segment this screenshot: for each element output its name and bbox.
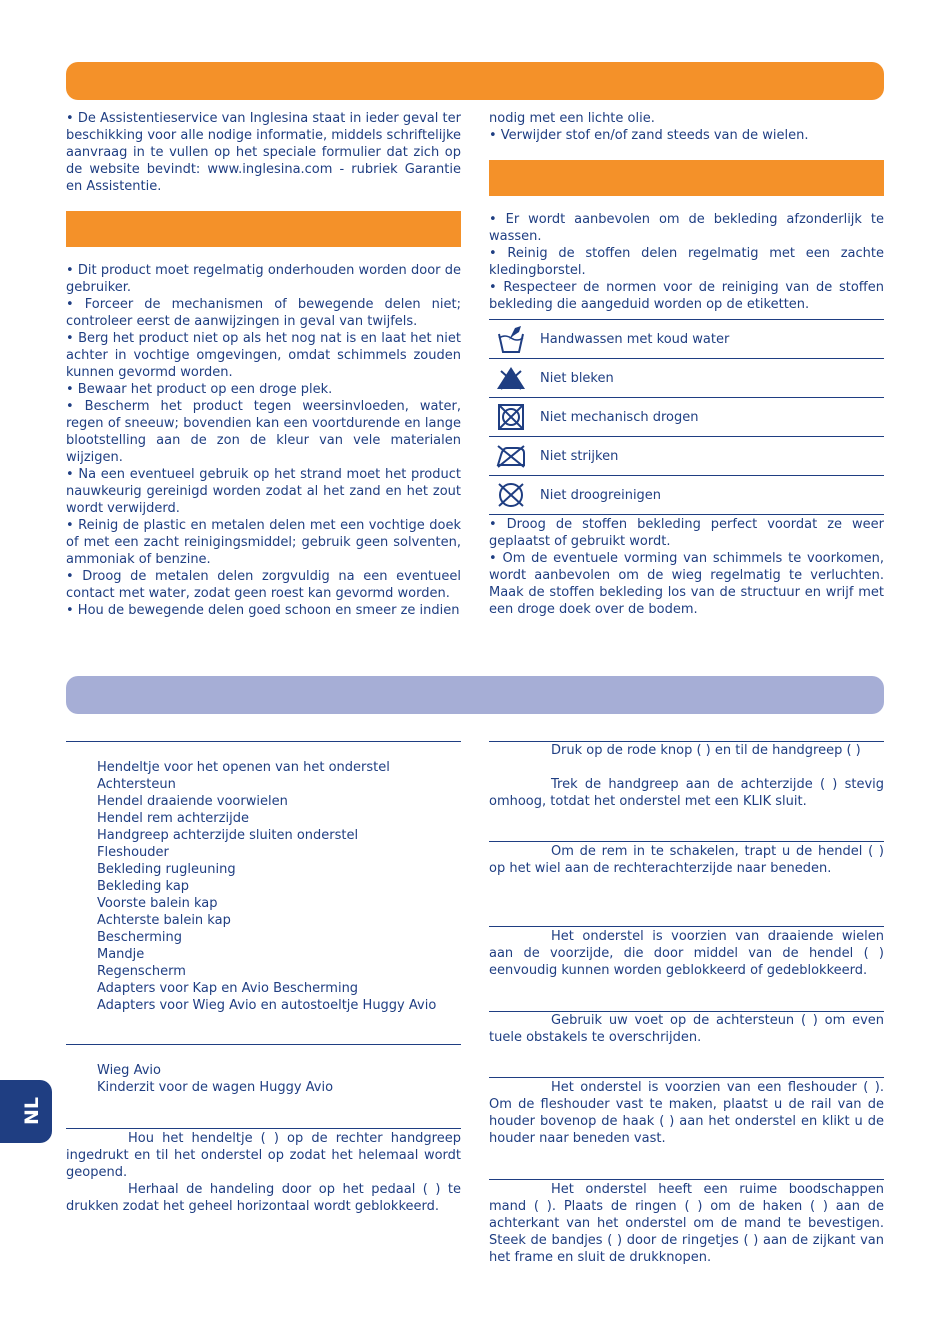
instruction-text: Trek de handgreep aan de achterzijde ( ) stevig omhoog, totdat het onderstel met een KLIK sluit. [489,777,884,809]
care-row [489,397,884,436]
list-item: Voorste balein kap [97,896,218,911]
list-item: • Respecteer de normen voor de reiniging van de stoffen bekleding die aangeduid worden op de etiketten. [489,280,884,312]
compatible-list [97,1062,333,1096]
maintenance-continued [489,110,884,144]
instruction-step [489,776,884,810]
instruction-text: Gebruik uw voet op de achtersteun ( ) om even tuele obstakels te overschrijden. [489,1013,884,1045]
no-iron-icon [489,439,533,473]
no-dry-clean-icon [489,478,533,512]
list-item: Adapters voor Wieg Avio en autostoeltje Huggy Avio [97,998,437,1013]
assistance-text: • De Assistentieservice van Inglesina staat in ieder geval ter beschikking voor alle nodige informatie, middels schriftelijke aanvraag in te vullen op het speciale formulier dat zich op de website bevindt: www.inglesina.com - rubriek Garantie en Assistentie. [66,111,462,194]
list-item: • Forceer de mechanismen of bewegende delen niet; controleer eerst de aanwijzingen in geval van twijfels. [66,297,461,329]
care-row [489,475,884,515]
list-item: • Droog de metalen delen zorgvuldig na een eventueel contact met water, zodat geen roest kan gevormd worden. [66,569,461,601]
list-item: Achtersteun [97,777,176,792]
section-header-bar [66,62,884,100]
list-item: • Dit product moet regelmatig onderhouden worden door de gebruiker. [66,263,461,295]
list-item: Kinderzit voor de wagen Huggy Avio [97,1080,334,1095]
after-table-list [489,516,884,618]
hand-wash-icon [489,322,533,356]
list-item: • Er wordt aanbevolen om de bekleding afzonderlijk te wassen. [489,212,884,244]
list-item: • Na een eventueel gebruik op het strand moet het product nauwkeurig gereinigd worden zodat al het zand en het zout wordt verwijderd. [66,467,461,516]
open-instructions [66,1130,461,1215]
care-symbols-table [489,319,884,515]
divider [489,841,884,842]
no-tumble-dry-icon [489,400,533,434]
list-item: Adapters voor Kap en Avio Bescherming [97,981,359,996]
close-instructions [489,742,884,810]
divider [489,1077,884,1078]
care-row [489,319,884,358]
maintenance-list [66,262,461,619]
list-item: Wieg Avio [97,1063,161,1078]
list-item: Bekleding kap [97,879,190,894]
list-item: • Bewaar het product op een droge plek. [66,382,333,397]
list-item: • Bescherm het product tegen weersinvloeden, water, regen of sneeuw; bovendien kan een voortdurende en lange blootstelling aan de zon de kleur van vele materialen wijzigen. [66,399,461,465]
foot-instructions [489,1012,884,1046]
cleaning-list [489,211,884,313]
instruction-text: Om de rem in te schakelen, trapt u de hendel ( ) op het wiel aan de rechterachterzijde naar beneden. [489,844,884,876]
care-label: Niet mechanisch drogen [540,409,699,425]
list-item: • Reinig de plastic en metalen delen met een vochtige doek of met een zacht reinigingsmiddel; gebruik geen solventen, ammoniak of benzine. [66,518,461,567]
instructions-header-bar [66,676,884,714]
divider [66,1128,461,1129]
divider [489,926,884,927]
instruction-text: Het onderstel heeft een ruime boodschappen mand ( ). Plaats de ringen ( ) om de haken ( ) aan de achterkant van het onderstel om de mand te bevestigen. Steek de bandjes ( ) door de ringetjes ( ) aan de zijkant van het frame en sluit de drukknopen. [489,1182,884,1265]
care-row [489,436,884,475]
divider [66,1044,461,1045]
list-item: Regenscherm [97,964,186,979]
instruction-step [66,1181,461,1215]
instruction-step [489,742,884,759]
list-item: • Reinig de stoffen delen regelmatig met een zachte kledingborstel. [489,246,884,278]
instruction-step [489,843,884,877]
list-item: • Om de eventuele vorming van schimmels te voorkomen, wordt aanbevolen om de wieg regelmatig te verluchten. Maak de stoffen bekleding los van de structuur en wrijf met een droge doek over de bodem. [489,551,884,617]
list-item: • Verwijder stof en/of zand steeds van de wielen. [489,128,809,143]
list-item: • Droog de stoffen bekleding perfect voordat ze weer geplaatst of gebruikt wordt. [489,517,884,549]
care-label: Niet bleken [540,370,614,386]
instruction-text: Het onderstel is voorzien van een fleshouder ( ). Om de fleshouder vast te maken, plaatst u de rail van de houder bovenop de haak ( ) aan het onderstel en klikt u de houder naar beneden vast. [489,1080,884,1146]
list-item: Bescherming [97,930,182,945]
divider [66,741,461,742]
list-item: Bekleding rugleuning [97,862,236,877]
list-item: Achterste balein kap [97,913,231,928]
wheels-instructions [489,928,884,979]
care-label: Handwassen met koud water [540,331,730,347]
list-item: Mandje [97,947,145,962]
no-bleach-icon [489,361,533,395]
instruction-text: Hou het hendeltje ( ) op de rechter handgreep ingedrukt en til het onderstel op zodat het helemaal wordt geopend. [66,1131,461,1180]
list-item: Handgreep achterzijde sluiten onderstel [97,828,359,843]
maintenance-header-bar [66,211,461,247]
list-item: Hendeltje voor het openen van het onderstel [97,760,390,775]
bottle-instructions [489,1079,884,1147]
instruction-text: Herhaal de handeling door op het pedaal ( ) te drukken zodat het geheel horizontaal wordt geblokkeerd. [66,1182,461,1214]
instruction-step [489,1079,884,1147]
care-label: Niet strijken [540,448,619,464]
care-label: Niet droogreinigen [540,487,662,503]
instruction-step [489,928,884,979]
list-item: Fleshouder [97,845,169,860]
language-label: NL [21,1096,44,1126]
instruction-step [66,1130,461,1181]
language-tab [0,1080,52,1143]
instruction-step [489,1012,884,1046]
care-row [489,358,884,397]
instruction-text: Druk op de rode knop ( ) en til de handgreep ( ) [551,743,861,758]
list-item: Hendel rem achterzijde [97,811,249,826]
assistance-paragraph [66,110,461,195]
instruction-step [489,1181,884,1266]
list-item: nodig met een lichte olie. [489,111,655,126]
brake-instructions [489,843,884,877]
cleaning-header-bar [489,160,884,196]
list-item: • Hou de bewegende delen goed schoon en smeer ze indien [66,603,460,618]
basket-instructions [489,1181,884,1266]
list-item: Hendel draaiende voorwielen [97,794,288,809]
instruction-text: Het onderstel is voorzien van draaiende wielen aan de voorzijde, die door middel van de hendel ( ) eenvoudig kunnen worden geblokkeerd of gedeblokkeerd. [489,929,884,978]
components-list [97,759,436,1014]
list-item: • Berg het product niet op als het nog nat is en laat het niet achter in vochtige omgevingen, omdat schimmels zouden kunnen gevormd worden. [66,331,461,380]
divider [489,1179,884,1180]
